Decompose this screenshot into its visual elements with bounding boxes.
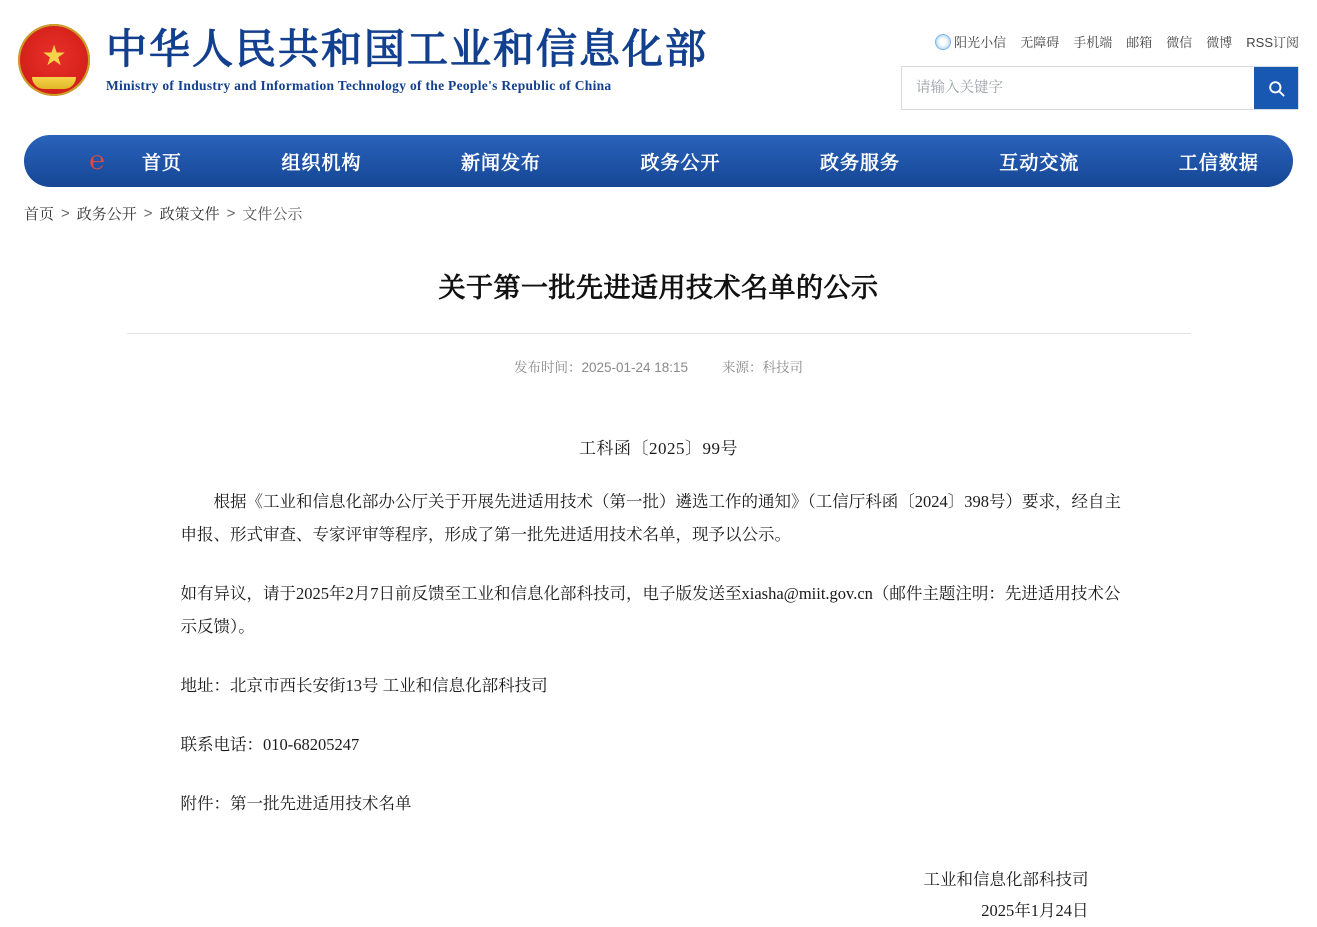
emblem-gear-icon <box>32 77 76 89</box>
publish-time: 发布时间：2025-01-24 18:15 <box>513 360 689 375</box>
article-paragraph-phone: 联系电话：010-68205247 <box>180 735 360 754</box>
signature-organization: 工业和信息化部科技司 <box>923 870 1089 889</box>
top-utility-links <box>935 32 1299 51</box>
brand-text <box>106 26 708 94</box>
site-title-cn: 中华人民共和国工业和信息化部 <box>106 25 708 72</box>
main-nav <box>24 135 1293 187</box>
top-link-accessibility[interactable]: 无障碍 <box>1020 35 1060 50</box>
article-meta <box>119 334 1199 376</box>
article-signature <box>119 864 1199 927</box>
breadcrumb-separator-1: > <box>61 205 70 222</box>
article-paragraph-2: 如有异议，请于2025年2月7日前反馈至工业和信息化部科技司，电子版发送至xiasha@miit.gov.cn（邮件主题注明：先进适用技术公示反馈）。 <box>180 584 1121 636</box>
top-link-weibo[interactable]: 微博 <box>1206 35 1233 50</box>
main-nav-wrapper <box>0 135 1317 187</box>
breadcrumb-item-government-affairs[interactable]: 政务公开 <box>76 206 137 223</box>
nav-item-data[interactable]: 工信数据 <box>1178 152 1259 174</box>
site-title-en: Ministry of Industry and Information Technology of the People's Republic of China <box>106 78 612 94</box>
breadcrumb <box>0 187 1317 224</box>
breadcrumb-separator-3: > <box>226 205 236 222</box>
article <box>119 224 1199 927</box>
search-bar <box>901 66 1299 110</box>
signature-date: 2025年1月24日 <box>981 901 1089 921</box>
top-link-sunshine[interactable] <box>935 32 1006 51</box>
breadcrumb-item-policy-documents[interactable]: 政策文件 <box>159 206 220 223</box>
top-link-sunshine-label: 阳光小信 <box>954 35 1007 50</box>
sun-icon <box>935 34 951 50</box>
article-paragraph-attachment: 附件：第一批先进适用技术名单 <box>180 794 412 813</box>
top-link-mail[interactable]: 邮箱 <box>1126 35 1153 50</box>
breadcrumb-item-home[interactable]: 首页 <box>24 206 55 223</box>
article-body <box>119 485 1199 820</box>
nav-item-interaction[interactable]: 互动交流 <box>999 152 1080 174</box>
nav-item-government-affairs[interactable]: 政务公开 <box>640 152 721 174</box>
nav-item-government-services[interactable]: 政务服务 <box>819 152 900 174</box>
article-paragraph-address: 地址：北京市西长安街13号 工业和信息化部科技司 <box>180 676 548 695</box>
site-header <box>0 0 1317 135</box>
search-icon <box>1267 79 1286 98</box>
main-nav-items <box>80 142 1293 181</box>
nav-item-news[interactable]: 新闻发布 <box>460 152 541 174</box>
top-link-rss[interactable]: RSS订阅 <box>1246 35 1299 50</box>
page-title: 关于第一批先进适用技术名单的公示 <box>127 266 1191 334</box>
nav-item-organization[interactable]: 组织机构 <box>281 152 362 174</box>
miit-logo-icon: ℮ <box>89 146 105 175</box>
document-number: 工科函〔2025〕99号 <box>579 439 738 458</box>
top-link-mobile[interactable]: 手机端 <box>1073 35 1113 50</box>
article-source: 来源：科技司 <box>722 360 804 375</box>
emblem-star-icon: ★ <box>41 39 67 71</box>
national-emblem-icon <box>18 24 90 96</box>
search-input[interactable] <box>902 67 1254 109</box>
top-link-wechat[interactable]: 微信 <box>1166 35 1193 50</box>
nav-item-home[interactable]: 首页 <box>142 152 183 174</box>
breadcrumb-separator-2: > <box>143 205 153 222</box>
site-brand[interactable] <box>18 24 708 96</box>
breadcrumb-item-current: 文件公示 <box>242 206 303 223</box>
search-button[interactable] <box>1254 67 1298 109</box>
article-paragraph-1: 根据《工业和信息化部办公厅关于开展先进适用技术（第一批）遴选工作的通知》（工信厅科函〔2024〕398号）要求，经自主申报、形式审查、专家评审等程序，形成了第一批先进适用技术名单，现予以公示。 <box>180 492 1121 544</box>
